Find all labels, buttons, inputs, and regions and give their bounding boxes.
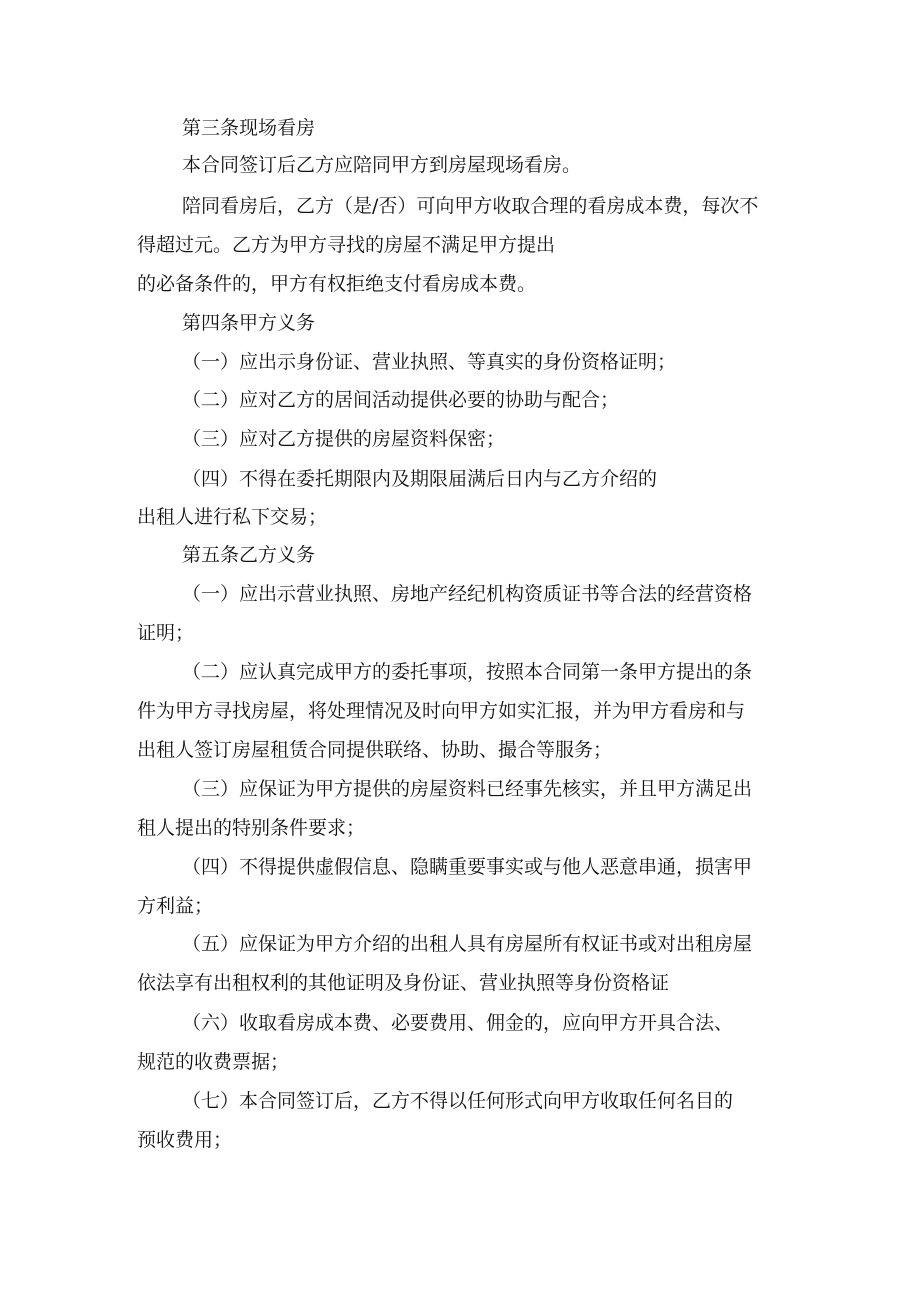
- paragraph-line: 陪同看房后，乙方（是/否）可向甲方收取合理的看房成本费，每次不: [182, 195, 759, 217]
- paragraph-line: 得超过元。乙方为甲方寻找的房屋不满足甲方提出: [137, 234, 556, 256]
- paragraph-line: （六）收取看房成本费、必要费用、佣金的，应向甲方开具合法、: [182, 1012, 734, 1034]
- article-3-heading: 第三条现场看房: [182, 117, 316, 139]
- article-4-heading: 第四条甲方义务: [182, 312, 316, 334]
- paragraph-line: 租人提出的特别条件要求；: [137, 817, 366, 839]
- paragraph-line: （二）应对乙方的居间活动提供必要的协助与配合；: [182, 389, 620, 411]
- paragraph-line: （七）本合同签订后，乙方不得以任何形式向甲方收取任何名目的: [182, 1090, 734, 1112]
- paragraph-line: 规范的收费票据；: [137, 1051, 290, 1073]
- paragraph-line: 的必备条件的，甲方有权拒绝支付看房成本费。: [137, 273, 537, 295]
- paragraph-line: （一）应出示身份证、营业执照、等真实的身份资格证明；: [182, 351, 677, 373]
- paragraph-line: 出租人签订房屋租赁合同提供联络、协助、撮合等服务；: [137, 739, 613, 761]
- paragraph-line: 证明；: [137, 622, 195, 644]
- paragraph-line: 出租人进行私下交易；: [137, 506, 328, 528]
- paragraph-line: 依法享有出租权利的其他证明及身份证、营业执照等身份资格证: [137, 972, 670, 994]
- paragraph-line: （四）不得在委托期限内及期限届满后日内与乙方介绍的: [182, 468, 658, 490]
- paragraph-line: （五）应保证为甲方介绍的出租人具有房屋所有权证书或对出租房屋: [182, 933, 753, 955]
- paragraph-line: （三）应对乙方提供的房屋资料保密；: [182, 428, 506, 450]
- paragraph-line: 本合同签订后乙方应陪同甲方到房屋现场看房。: [182, 154, 582, 176]
- paragraph-line: 预收费用；: [137, 1129, 233, 1151]
- paragraph-line: 件为甲方寻找房屋，将处理情况及时向甲方如实汇报，并为甲方看房和与: [137, 700, 746, 722]
- paragraph-line: （四）不得提供虚假信息、隐瞒重要事实或与他人恶意串通，损害甲: [182, 856, 753, 878]
- paragraph-line: （一）应出示营业执照、房地产经纪机构资质证书等合法的经营资格: [182, 583, 753, 605]
- paragraph-line: （三）应保证为甲方提供的房屋资料已经事先核实，并且甲方满足出: [182, 778, 753, 800]
- paragraph-line: （二）应认真完成甲方的委托事项，按照本合同第一条甲方提出的条: [182, 661, 753, 683]
- paragraph-line: 方利益；: [137, 895, 214, 917]
- article-5-heading: 第五条乙方义务: [182, 544, 316, 566]
